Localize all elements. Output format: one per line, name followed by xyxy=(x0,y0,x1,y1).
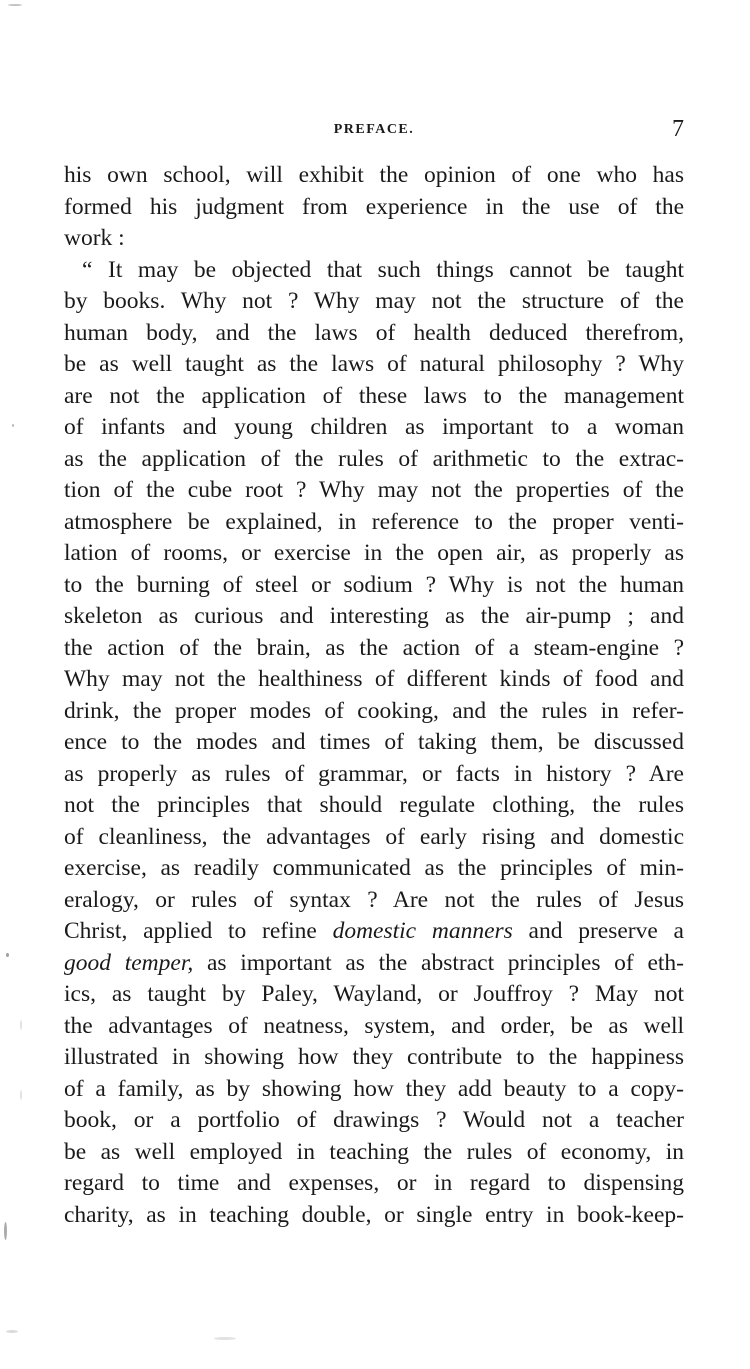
italic-phrase: domestic manners xyxy=(332,918,513,944)
text-line: not the principles that should regulate clothing, the rules xyxy=(64,792,684,818)
text-line: exercise, as readily communicated as the principles of min- xyxy=(64,855,684,881)
scan-speck xyxy=(20,1090,22,1100)
scan-speck xyxy=(4,1222,7,1240)
text-line: Why may not the healthiness of different kinds of food and xyxy=(64,666,684,692)
text-line: tion of the cube root ? Why may not the properties of the xyxy=(64,477,684,503)
text-line: are not the application of these laws to the management xyxy=(64,382,684,409)
text-line: drink, the proper modes of cooking, and the rules in refer- xyxy=(64,697,684,724)
text-line: illustrated in showing how they contribute to the happiness xyxy=(64,1044,684,1070)
text-run: and preserve a xyxy=(512,918,684,944)
text-line: by books. Why not ? Why may not the structure of the xyxy=(64,288,684,314)
scan-speck xyxy=(12,424,14,427)
text-run: Christ, applied to refine xyxy=(64,918,333,944)
text-line: “ It may be objected that such things cannot be taught xyxy=(82,256,684,283)
text-line: human body, and the laws of health deduced therefrom, xyxy=(64,319,684,346)
text-line: regard to time and expenses, or in regard to dispensing xyxy=(64,1170,684,1196)
running-head xyxy=(64,116,684,146)
text-line: formed his judgment from experience in the use of the xyxy=(64,193,684,220)
body-text xyxy=(64,160,684,1231)
text-line: the advantages of neatness, system, and order, be as well xyxy=(64,1012,684,1039)
text-line: to the burning of steel or sodium ? Why is not the human xyxy=(64,571,684,598)
scan-speck xyxy=(6,1330,18,1333)
text-line: ics, as taught by Paley, Wayland, or Jouffroy ? May not xyxy=(64,981,684,1007)
scan-speck xyxy=(20,1020,22,1030)
scan-speck xyxy=(214,1337,236,1340)
text-line: work : xyxy=(64,225,125,251)
text-line: ence to the modes and times of taking them, be discussed xyxy=(64,729,684,755)
text-line xyxy=(64,916,684,948)
text-line: his own school, will exhibit the opinion of one who has xyxy=(64,162,684,188)
text-line: of cleanliness, the advantages of early rising and domestic xyxy=(64,823,684,850)
text-line: of a family, as by showing how they add beauty to a copy- xyxy=(64,1075,684,1102)
text-line: as the application of the rules of arithmetic to the extrac- xyxy=(64,445,684,472)
text-line: eralogy, or rules of syntax ? Are not the rules of Jesus xyxy=(64,886,684,913)
page-number: 7 xyxy=(672,116,684,142)
text-line xyxy=(64,948,684,980)
italic-phrase: good temper, xyxy=(64,949,194,976)
text-line: be as well taught as the laws of natural philosophy ? Why xyxy=(64,351,684,377)
running-head-title: PREFACE. xyxy=(333,122,415,137)
text-line: be as well employed in teaching the rules of economy, in xyxy=(64,1138,684,1165)
text-line: book, or a portfolio of drawings ? Would not a teacher xyxy=(64,1107,684,1133)
text-line: as properly as rules of grammar, or facts in history ? Are xyxy=(64,760,684,787)
text-line: of infants and young children as important to a woman xyxy=(64,414,684,440)
text-line: lation of rooms, or exercise in the open air, as properly as xyxy=(64,540,684,566)
scan-speck xyxy=(6,953,9,957)
text-line: atmosphere be explained, in reference to the proper venti- xyxy=(64,508,684,535)
scan-speck xyxy=(8,4,22,6)
text-line: the action of the brain, as the action of a steam-engine ? xyxy=(64,634,684,661)
text-run: as important as the abstract principles of eth- xyxy=(193,949,684,976)
text-line: skeleton as curious and interesting as the air-pump ; and xyxy=(64,603,684,629)
text-line: charity, as in teaching double, or single entry in book-keep- xyxy=(64,1201,684,1228)
